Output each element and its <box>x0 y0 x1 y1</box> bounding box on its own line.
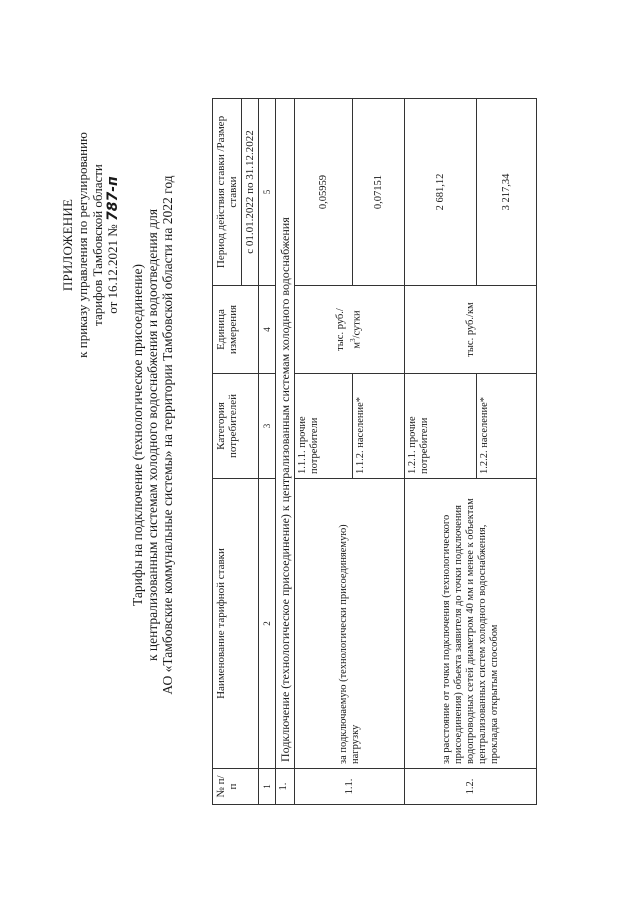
row-name: за подключаемую (технологически присоединяемую) нагрузку <box>295 479 405 769</box>
row-name: за расстояние от точки подключения (технологического присоединения) объекта заявителя до точки подключения водопроводных сетей диаметром 40 мм и менее к объектам централизованных систем холодного водоснабжения, прокладка открытым способом <box>405 479 537 769</box>
section-title: Подключение (технологическое присоединение) к централизованным системам холодного водоснабжения <box>276 99 295 769</box>
appendix-order-date <box>105 105 121 385</box>
header-num: № п/п <box>213 769 259 805</box>
row-num: 1.2. <box>405 769 537 805</box>
row-unit: тыс. руб./км <box>405 286 537 374</box>
heading-line-2: к централизованным системам холодного водоснабжения и водоотведения для <box>145 208 160 662</box>
order-number-handwritten: 787-п <box>105 176 121 222</box>
document-heading <box>130 105 175 765</box>
appendix-line-1: к приказу управления по регулированию <box>75 132 90 358</box>
col-index: 2 <box>259 479 276 769</box>
row-category: 1.2.1. прочие потребители <box>405 374 477 479</box>
row-value: 3 217,34 <box>477 99 537 286</box>
column-index-row <box>259 99 276 805</box>
row-category: 1.1.1. прочие потребители <box>295 374 353 479</box>
appendix-header <box>60 105 121 385</box>
appendix-title: ПРИЛОЖЕНИЕ <box>60 198 75 292</box>
table-row <box>405 99 477 805</box>
unit-m: м <box>351 341 363 349</box>
header-name: Наименование тарифной ставки <box>213 479 259 769</box>
col-index: 3 <box>259 374 276 479</box>
unit-suffix: /сутки <box>351 310 363 339</box>
section-num: 1. <box>276 769 295 805</box>
section-row <box>276 99 295 805</box>
appendix-date-prefix: от 16.12.2021 № <box>105 224 120 314</box>
appendix-line-2: тарифов Тамбовской области <box>90 164 105 326</box>
header-period: Период действия ставки /Размер ставки <box>213 99 242 286</box>
row-value: 0,05959 <box>295 99 353 286</box>
col-index: 1 <box>259 769 276 805</box>
row-value: 0,07151 <box>353 99 405 286</box>
row-category: 1.1.2. население* <box>353 374 405 479</box>
heading-line-1: Тарифы на подключение (технологическое присоединение) <box>130 264 145 607</box>
row-num: 1.1. <box>295 769 405 805</box>
unit-main: тыс. руб./ <box>335 308 347 351</box>
row-category: 1.2.2. население* <box>477 374 537 479</box>
col-index: 5 <box>259 99 276 286</box>
col-index: 4 <box>259 286 276 374</box>
heading-line-3: АО «Тамбовские коммунальные системы» на территории Тамбовской области на 2022 год <box>160 175 175 695</box>
table-row <box>295 99 353 805</box>
unit-superscript: 3 <box>349 338 358 342</box>
row-unit <box>295 286 405 374</box>
header-unit: Единица измерения <box>213 286 259 374</box>
header-category: Категория потребителей <box>213 374 259 479</box>
row-value: 2 681,12 <box>405 99 477 286</box>
tariff-table <box>212 98 537 805</box>
table-header-row <box>213 99 242 805</box>
header-period-value: с 01.01.2022 по 31.12.2022 <box>242 99 259 286</box>
